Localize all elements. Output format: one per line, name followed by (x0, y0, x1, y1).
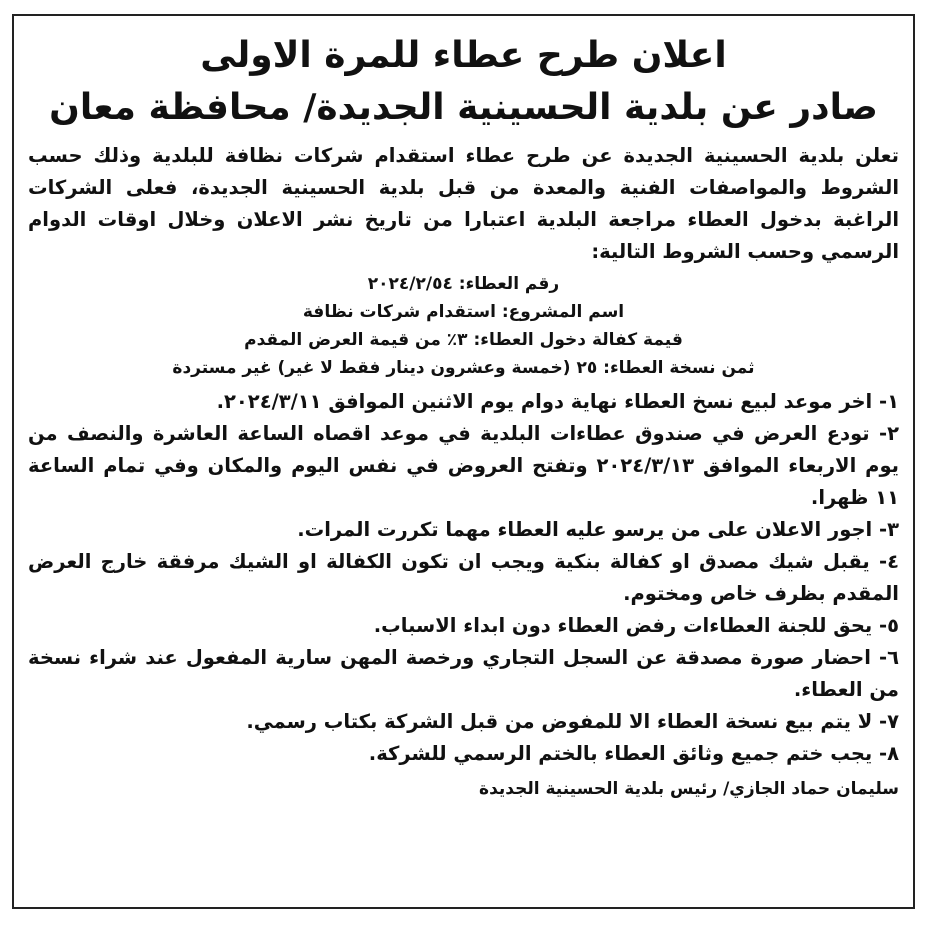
conditions-list (28, 386, 899, 770)
guarantee-value: قيمة كفالة دخول العطاء: ٣٪ من قيمة العرض المقدم (244, 330, 683, 350)
condition-item: ٧- لا يتم بيع نسخة العطاء الا للمفوض من قبل الشركة بكتاب رسمي. (246, 710, 899, 733)
notice-title: اعلان طرح عطاء للمرة الاولى (200, 35, 727, 76)
notice-intro: تعلن بلدية الحسينية الجديدة عن طرح عطاء استقدام شركات نظافة للبلدية وذلك حسب الشروط والمواصفات الفنية والمعدة من قبل بلدية الحسينية الجديدة، فعلى الشركات الراغبة بدخول العطاء مراجعة البلدية اعتبارا من تاريخ نشر الاعلان وخلال اوقات الدوام الرسمي وحسب الشروط التالية: (28, 144, 899, 263)
condition-item: ٦- احضار صورة مصدقة عن السجل التجاري ورخصة المهن سارية المفعول عند شراء نسخة من العطاء. (28, 646, 899, 701)
condition-item: ٢- تودع العرض في صندوق عطاءات البلدية في موعد اقصاه الساعة العاشرة والنصف من يوم الاربعاء الموافق ٢٠٢٤/٣/١٣ وتفتح العروض في نفس اليوم والمكان وفي تمام الساعة ١١ ظهرا. (28, 422, 900, 509)
tender-notice (12, 14, 915, 909)
condition-item: ٨- يجب ختم جميع وثائق العطاء بالختم الرسمي للشركة. (368, 742, 899, 765)
signature: سليمان حماد الجازي/ رئيس بلدية الحسينية الجديدة (479, 779, 899, 799)
notice-issuer: صادر عن بلدية الحسينية الجديدة/ محافظة معان (49, 87, 878, 128)
tender-details (28, 270, 899, 382)
condition-item: ٤- يقبل شيك مصدق او كفالة بنكية ويجب ان تكون الكفالة او الشيك مرفقة خارج العرض المقدم بظرف خاص ومختوم. (28, 550, 899, 605)
tender-number: رقم العطاء: ٢٠٢٤/٢/٥٤ (367, 274, 560, 294)
condition-item: ٣- اجور الاعلان على من يرسو عليه العطاء مهما تكررت المرات. (297, 518, 899, 541)
condition-item: ١- اخر موعد لبيع نسخ العطاء نهاية دوام يوم الاثنين الموافق ٢٠٢٤/٣/١١. (216, 390, 899, 413)
copy-price: ثمن نسخة العطاء: ٢٥ (خمسة وعشرون دينار فقط لا غير) غير مستردة (172, 358, 755, 378)
condition-item: ٥- يحق للجنة العطاءات رفض العطاء دون ابداء الاسباب. (373, 614, 899, 637)
project-name: اسم المشروع: استقدام شركات نظافة (302, 302, 625, 322)
